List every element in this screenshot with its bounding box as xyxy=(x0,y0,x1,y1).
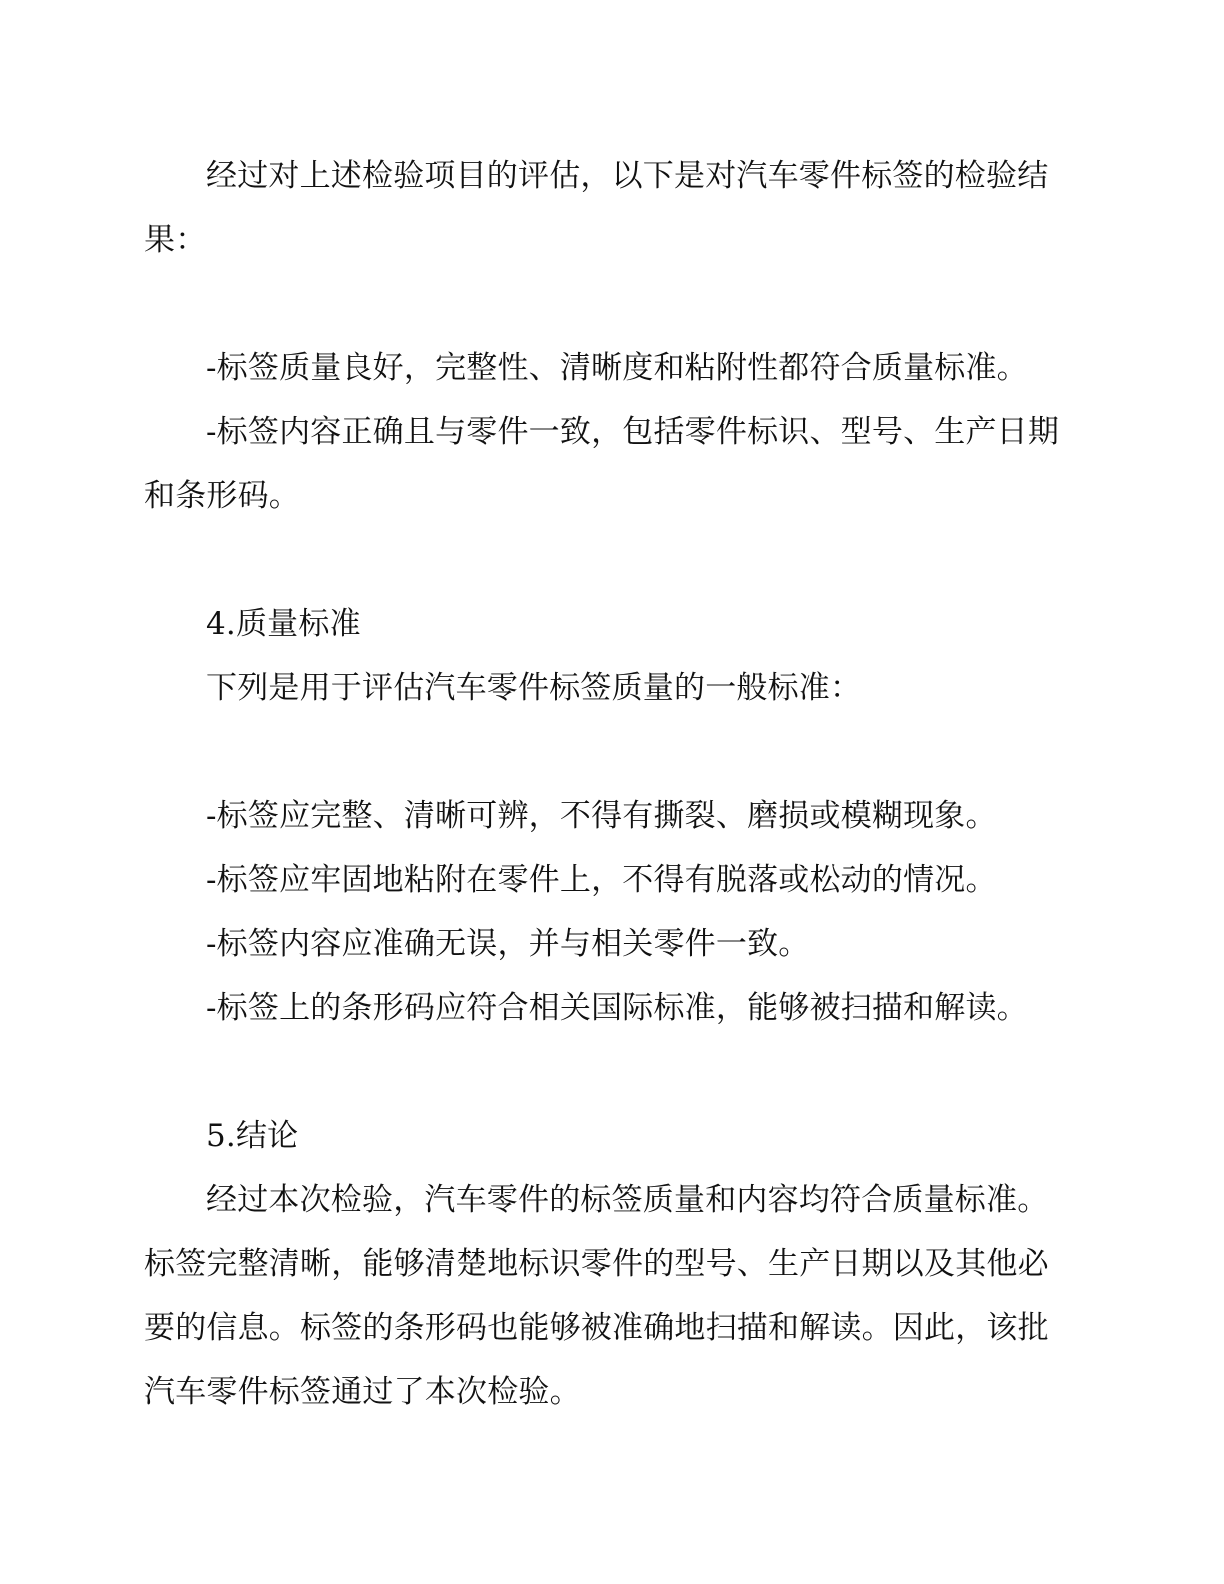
standard-item-3: -标签内容应准确无误，并与相关零件一致。 xyxy=(206,926,810,962)
section-5-heading: 5.结论 xyxy=(206,1118,299,1154)
result-item-2: -标签内容正确且与零件一致，包括零件标识、型号、生产日期和条形码。 xyxy=(144,414,1060,514)
document-body xyxy=(144,144,1062,1424)
intro-paragraph: 经过对上述检验项目的评估，以下是对汽车零件标签的检验结果： xyxy=(144,158,1049,258)
conclusion-paragraph: 经过本次检验，汽车零件的标签质量和内容均符合质量标准。标签完整清晰，能够清楚地标识零件的型号、生产日期以及其他必要的信息。标签的条形码也能够被准确地扫描和解读。因此，该批汽车零件标签通过了本次检验。 xyxy=(144,1182,1049,1410)
section-4-intro: 下列是用于评估汽车零件标签质量的一般标准： xyxy=(206,670,862,706)
section-4-heading: 4.质量标准 xyxy=(206,606,361,642)
standard-item-4: -标签上的条形码应符合相关国际标准，能够被扫描和解读。 xyxy=(206,990,1028,1026)
standard-item-2: -标签应牢固地粘附在零件上，不得有脱落或松动的情况。 xyxy=(206,862,997,898)
result-item-1: -标签质量良好，完整性、清晰度和粘附性都符合质量标准。 xyxy=(206,350,1028,386)
standard-item-1: -标签应完整、清晰可辨，不得有撕裂、磨损或模糊现象。 xyxy=(206,798,997,834)
